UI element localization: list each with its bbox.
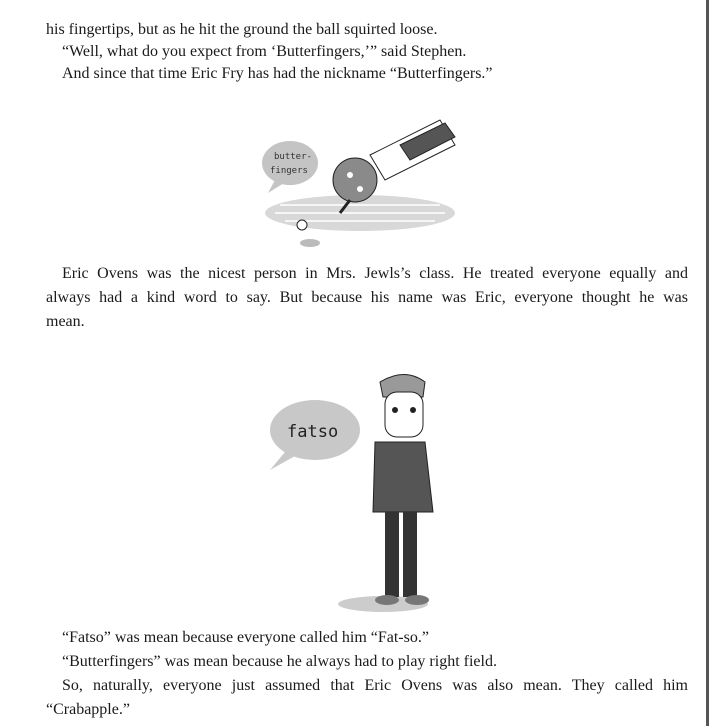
bubble-text: fatso: [287, 422, 339, 442]
text-line: “Butterfingers” was mean because he always had to play right field.: [62, 653, 497, 670]
paragraph-middle: [46, 262, 688, 334]
text-line: mean.: [46, 313, 85, 330]
butterfingers-illustration: [250, 105, 460, 250]
text-line: his fingertips, but as he hit the ground the ball squirted loose.: [46, 21, 438, 38]
text-line: Eric Ovens was the nicest person in Mrs. Jewls’s class. He treated everyone equally and: [62, 265, 688, 282]
fatso-illustration: [265, 352, 445, 614]
bubble-text: fingers: [270, 166, 308, 176]
text-line: “Crabapple.”: [46, 701, 130, 718]
bubble-text: butter-: [274, 152, 312, 162]
paragraph-top: [46, 19, 688, 85]
paragraph-bottom: [46, 626, 688, 722]
text-line: “Well, what do you expect from ‘Butterfingers,’” said Stephen.: [62, 43, 467, 60]
text-line: “Fatso” was mean because everyone called him “Fat-so.”: [62, 629, 429, 646]
page-border: [706, 0, 709, 726]
text-line: And since that time Eric Fry has had the nickname “Butterfingers.”: [62, 65, 493, 82]
text-line: So, naturally, everyone just assumed that Eric Ovens was also mean. They called him: [62, 677, 688, 694]
text-line: always had a kind word to say. But because his name was Eric, everyone thought he was: [46, 289, 688, 306]
